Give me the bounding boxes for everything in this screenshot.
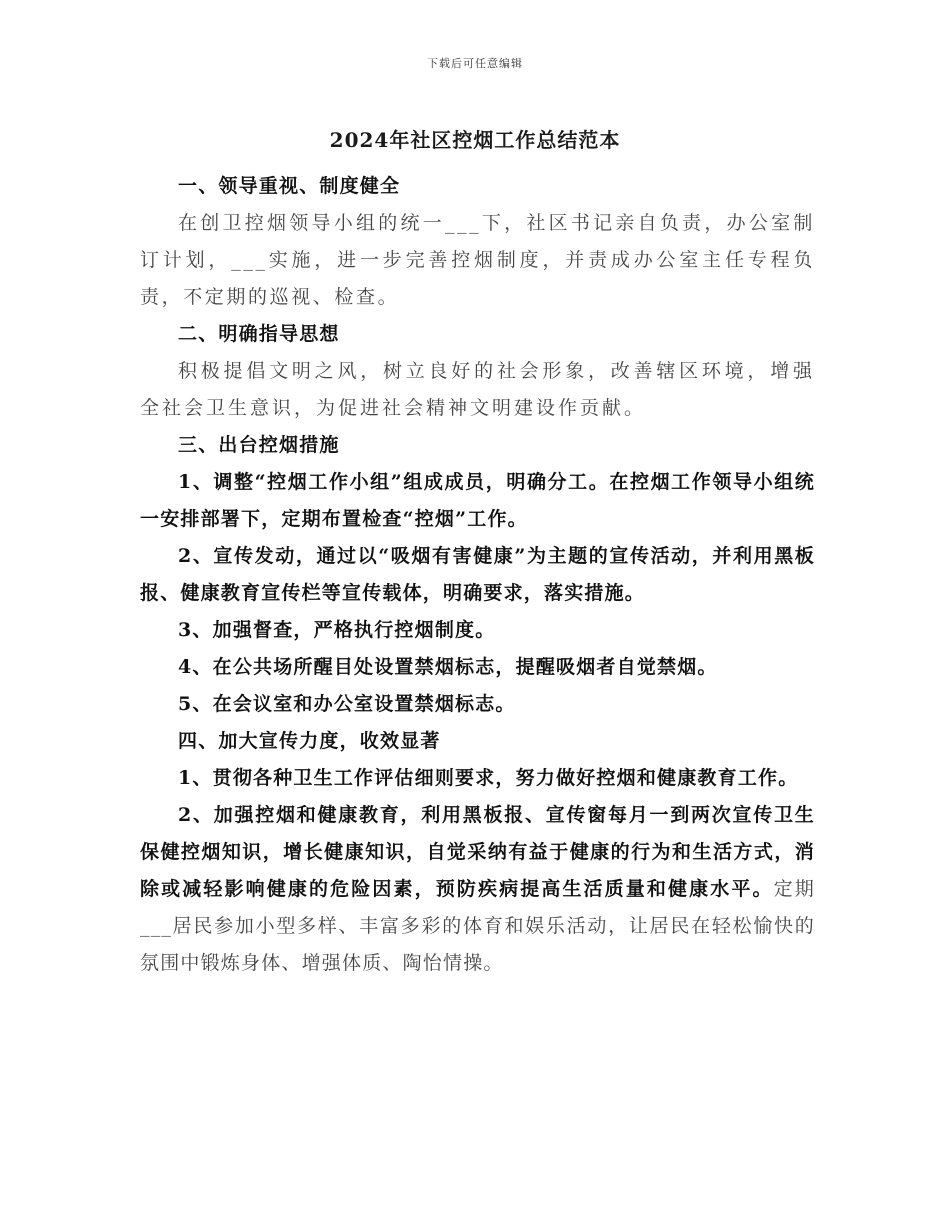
measure-item-4: 4、在公共场所醒目处设置禁烟标志，提醒吸烟者自觉禁烟。 bbox=[178, 656, 718, 678]
measure-item-2: 2、宣传发动，通过以“吸烟有害健康”为主题的宣传活动，并利用黑板报、健康教育宣传栏等宣传载体，明确要求，落实措施。 bbox=[140, 545, 815, 604]
measure-item-1: 1、调整“控烟工作小组”组成成员，明确分工。在控烟工作领导小组统一安排部署下，定期布置检查“控烟”工作。 bbox=[140, 471, 815, 530]
section-heading-2: 二、明确指导思想 bbox=[178, 323, 340, 345]
section-heading-4: 四、加大宣传力度，收效显著 bbox=[178, 730, 441, 752]
section-heading-3: 三、出台控烟措施 bbox=[178, 434, 340, 456]
paragraph-leadership: 在创卫控烟领导小组的统一___下，社区书记亲自负责，办公室制订计划，___实施，进一步完善控烟制度，并责成办公室主任专程负责，不定期的巡视、检查。 bbox=[140, 212, 815, 308]
publicity-item-2-bold: 2、加强控烟和健康教育，利用黑板报、宣传窗每月一到两次宣传卫生保健控烟知识，增长健康知识，自觉采纳有益于健康的行为和生活方式，消除或减轻影响健康的危险因素，预防疾病提高生活质量和健康水平。 bbox=[140, 804, 815, 900]
measure-item-3: 3、加强督查，严格执行控烟制度。 bbox=[178, 619, 496, 641]
measure-item-5: 5、在会议室和办公室设置禁烟标志。 bbox=[178, 693, 516, 715]
document-body bbox=[140, 168, 815, 982]
publicity-item-2-continued: 定期___居民参加小型多样、丰富多彩的体育和娱乐活动，让居民在轻松愉快的氛围中锻炼身体、增强体质、陶怡情操。 bbox=[140, 878, 815, 974]
paragraph-guiding-thought: 积极提倡文明之风，树立良好的社会形象，改善辖区环境，增强全社会卫生意识，为促进社会精神文明建设作贡献。 bbox=[140, 360, 815, 419]
publicity-item-2 bbox=[140, 797, 815, 982]
document-title: 2024年社区控烟工作总结范本 bbox=[329, 128, 621, 152]
publicity-item-1: 1、贯彻各种卫生工作评估细则要求，努力做好控烟和健康教育工作。 bbox=[178, 767, 799, 789]
header-note: 下载后可任意编辑 bbox=[427, 57, 523, 70]
section-heading-1: 一、领导重视、制度健全 bbox=[178, 175, 401, 197]
